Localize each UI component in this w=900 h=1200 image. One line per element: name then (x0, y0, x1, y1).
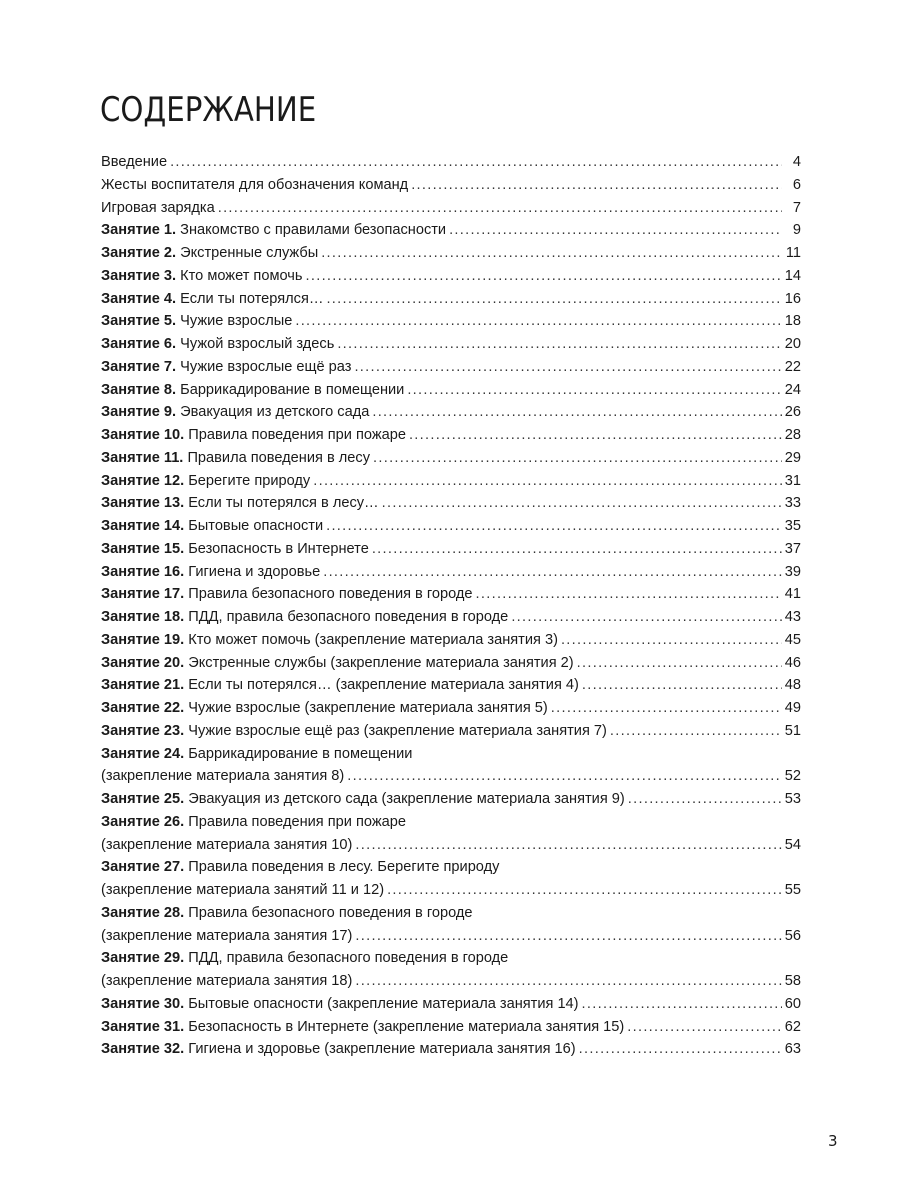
toc-entry-line (101, 902, 801, 925)
toc-entry-line (101, 674, 801, 697)
toc-entry-title: Баррикадирование в помещении (188, 745, 413, 762)
toc-entry-page-number: 18 (784, 313, 801, 330)
toc-entry-label: Занятие 28. (101, 904, 185, 921)
toc-entry-page-number: 16 (784, 290, 801, 307)
toc-entry-label: Занятие 21. (101, 677, 185, 694)
toc-entry[interactable] (101, 219, 801, 242)
toc-entry[interactable] (101, 720, 801, 743)
table-of-contents (101, 151, 801, 1061)
toc-entry-text (101, 265, 303, 288)
toc-entry-text (101, 561, 320, 584)
toc-entry-text (101, 333, 334, 356)
toc-entry-label: Занятие 26. (101, 813, 185, 830)
toc-entry-line (101, 470, 801, 493)
toc-entry-label: Занятие 31. (101, 1018, 185, 1035)
toc-entry-text (101, 765, 344, 788)
toc-entry-text (101, 492, 379, 515)
toc-entry-page-number: 9 (792, 222, 801, 239)
toc-entry-title: Кто может помочь (180, 267, 303, 284)
toc-entry[interactable] (101, 401, 801, 424)
toc-entry-text (101, 219, 446, 242)
dot-leader (582, 993, 782, 1016)
toc-entry-line (101, 629, 801, 652)
toc-entry-title: Правила поведения в лесу. Берегите природу (188, 859, 500, 876)
toc-entry-text (101, 788, 625, 811)
toc-entry-text (101, 310, 292, 333)
dot-leader (337, 333, 781, 356)
toc-entry[interactable] (101, 288, 801, 311)
toc-entry-title: Гигиена и здоровье (188, 563, 321, 580)
toc-entry[interactable] (101, 538, 801, 561)
toc-entry-page-number: 20 (784, 336, 801, 352)
toc-entry-title: Жесты воспитателя для обозначения команд (101, 176, 409, 193)
toc-entry-line (101, 856, 801, 879)
toc-entry-line (101, 697, 801, 720)
toc-entry-line (101, 652, 801, 675)
toc-entry-text (101, 151, 167, 174)
dot-leader (306, 265, 782, 288)
toc-entry-page-number: 39 (784, 563, 801, 580)
toc-entry-title: Правила поведения при пожаре (188, 813, 406, 830)
toc-entry-line (101, 743, 801, 766)
toc-entry-title: ПДД, правила безопасного поведения в городе (188, 950, 509, 967)
toc-entry-line (101, 288, 801, 311)
toc-entry-text (101, 583, 473, 606)
toc-entry-title: Экстренные службы (180, 245, 319, 261)
toc-entry-title: Баррикадирование в помещении (180, 381, 405, 398)
toc-entry-text (101, 834, 352, 857)
toc-entry-label: Занятие 5. (101, 313, 177, 330)
toc-entry-text (101, 720, 607, 743)
toc-entry-text (101, 902, 473, 925)
dot-leader (561, 629, 782, 652)
toc-entry-label: Занятие 22. (101, 700, 185, 716)
dot-leader (579, 1038, 782, 1061)
toc-entry-page-number: 55 (784, 882, 801, 898)
toc-entry-label: Занятие 1. (101, 222, 177, 239)
toc-entry-title: Правила безопасного поведения в городе (188, 586, 473, 603)
toc-entry-title: (закрепление материала занятия 8) (101, 768, 345, 785)
toc-entry[interactable] (101, 333, 801, 356)
toc-entry-page-number: 62 (784, 1018, 801, 1035)
toc-entry-title: Чужой взрослый здесь (180, 336, 335, 352)
toc-entry[interactable] (101, 743, 801, 789)
toc-entry-page-number: 35 (784, 518, 801, 534)
dot-leader (355, 925, 781, 948)
toc-entry-title: Правила поведения при пожаре (188, 427, 406, 443)
dot-leader (511, 606, 781, 629)
toc-entry-title: Эвакуация из детского сада (180, 404, 370, 421)
toc-entry-text (101, 811, 406, 834)
toc-entry-page-number: 7 (792, 199, 801, 216)
toc-entry-text (101, 288, 323, 311)
dot-leader (372, 401, 781, 424)
toc-entry[interactable] (101, 356, 801, 379)
dot-leader (355, 970, 781, 993)
dot-leader (347, 765, 781, 788)
toc-entry-title: Безопасность в Интернете (закрепление материала занятия 15) (188, 1018, 625, 1035)
toc-entry-line (101, 1016, 801, 1039)
dot-leader (218, 197, 782, 220)
toc-entry-page-number: 43 (784, 609, 801, 625)
toc-entry-line (101, 401, 801, 424)
dot-leader (582, 674, 782, 697)
toc-entry-line (101, 151, 801, 174)
toc-entry-title: Чужие взрослые ещё раз (закрепление материала занятия 7) (188, 722, 607, 739)
toc-entry[interactable] (101, 856, 801, 902)
dot-leader (321, 242, 782, 265)
toc-entry-line (101, 379, 801, 402)
toc-entry-text (101, 424, 406, 447)
toc-entry[interactable] (101, 583, 801, 606)
toc-entry-line (101, 197, 801, 220)
dot-leader (627, 1016, 782, 1039)
toc-entry-title: Чужие взрослые ещё раз (180, 358, 352, 375)
toc-entry-line (101, 834, 801, 857)
toc-entry-line (101, 765, 801, 788)
toc-entry-title: Знакомство с правилами безопасности (180, 222, 447, 239)
toc-entry-label: Занятие 8. (101, 381, 177, 398)
dot-leader (326, 288, 781, 311)
toc-entry-text (101, 674, 579, 697)
toc-entry-text (101, 606, 508, 629)
toc-entry-line (101, 219, 801, 242)
toc-entry-text (101, 970, 352, 993)
toc-entry-page-number: 41 (784, 586, 801, 603)
toc-entry-label: Занятие 23. (101, 722, 185, 739)
dot-leader (449, 219, 782, 242)
dot-leader (628, 788, 782, 811)
toc-entry[interactable] (101, 606, 801, 629)
toc-entry-title: Бытовые опасности (188, 518, 324, 534)
toc-entry-label: Занятие 11. (101, 449, 184, 466)
toc-entry[interactable] (101, 902, 801, 948)
toc-entry-label: Занятие 20. (101, 654, 185, 671)
toc-entry[interactable] (101, 265, 801, 288)
toc-entry-title: (закрепление материала занятия 18) (101, 973, 353, 989)
toc-entry-label: Занятие 29. (101, 950, 185, 967)
toc-entry-line (101, 606, 801, 629)
toc-entry-text (101, 947, 508, 970)
dot-leader (372, 538, 782, 561)
toc-entry-page-number: 11 (785, 245, 801, 261)
toc-entry-label: Занятие 25. (101, 791, 185, 807)
toc-entry-page-number: 56 (784, 927, 801, 944)
dot-leader (407, 379, 781, 402)
toc-entry-title: (закрепление материала занятий 11 и 12) (101, 882, 385, 898)
toc-entry-line (101, 947, 801, 970)
toc-entry[interactable] (101, 1016, 801, 1039)
toc-entry-text (101, 470, 310, 493)
toc-entry-line (101, 993, 801, 1016)
toc-entry[interactable] (101, 447, 801, 470)
toc-entry-title: Экстренные службы (закрепление материала занятия 2) (188, 654, 574, 671)
toc-entry-page-number: 45 (784, 631, 801, 648)
toc-entry-text (101, 538, 369, 561)
dot-leader (355, 834, 781, 857)
page-title: СОДЕРЖАНИЕ (100, 90, 317, 130)
toc-entry-page-number: 46 (784, 654, 801, 671)
toc-entry-text (101, 174, 408, 197)
toc-entry-line (101, 561, 801, 584)
toc-entry-page-number: 37 (784, 540, 801, 557)
toc-entry-line (101, 174, 801, 197)
toc-entry-line (101, 492, 801, 515)
toc-entry-page-number: 33 (784, 495, 801, 512)
toc-entry-page-number: 51 (784, 722, 801, 739)
toc-entry-line (101, 538, 801, 561)
toc-entry-line (101, 265, 801, 288)
dot-leader (382, 492, 782, 515)
toc-entry-text (101, 401, 369, 424)
toc-entry-title: Эвакуация из детского сада (закрепление материала занятия 9) (188, 791, 625, 807)
toc-entry-text (101, 1038, 576, 1061)
toc-entry[interactable] (101, 629, 801, 652)
toc-entry-label: Занятие 6. (101, 336, 177, 352)
toc-entry-label: Занятие 2. (101, 245, 177, 261)
toc-entry-label: Занятие 4. (101, 290, 177, 307)
toc-entry-title: Если ты потерялся в лесу… (188, 495, 379, 512)
toc-entry-text (101, 197, 215, 220)
toc-entry[interactable] (101, 1038, 801, 1061)
toc-entry-label: Занятие 3. (101, 267, 177, 284)
toc-entry-line (101, 447, 801, 470)
toc-entry[interactable] (101, 470, 801, 493)
toc-entry-line (101, 1038, 801, 1061)
toc-entry[interactable] (101, 242, 801, 265)
toc-entry-text (101, 1016, 624, 1039)
page-number: 3 (828, 1132, 838, 1150)
dot-leader (610, 720, 782, 743)
dot-leader (411, 174, 782, 197)
toc-entry-page-number: 4 (792, 154, 801, 170)
toc-entry[interactable] (101, 674, 801, 697)
dot-leader (577, 652, 782, 675)
toc-entry-title: Игровая зарядка (101, 199, 215, 216)
toc-entry-title: Правила безопасного поведения в городе (188, 904, 473, 921)
toc-entry-title: Бытовые опасности (закрепление материала занятия 14) (188, 995, 579, 1012)
toc-entry-line (101, 925, 801, 948)
toc-entry-line (101, 811, 801, 834)
toc-entry-page-number: 49 (784, 700, 801, 716)
dot-leader (323, 561, 782, 584)
toc-entry-text (101, 356, 351, 379)
toc-entry-page-number: 58 (784, 973, 801, 989)
toc-entry-text (101, 629, 558, 652)
toc-entry-line (101, 424, 801, 447)
toc-entry-line (101, 333, 801, 356)
toc-entry-label: Занятие 24. (101, 745, 185, 762)
toc-entry-text (101, 697, 548, 720)
toc-entry[interactable] (101, 310, 801, 333)
toc-entry-title: Если ты потерялся… (закрепление материала занятия 4) (188, 677, 579, 694)
toc-entry-title: Берегите природу (188, 472, 311, 489)
toc-entry-text (101, 242, 318, 265)
toc-entry[interactable] (101, 379, 801, 402)
dot-leader (313, 470, 782, 493)
toc-entry-text (101, 856, 499, 879)
toc-entry-page-number: 63 (784, 1041, 801, 1058)
toc-entry-title: Безопасность в Интернете (188, 540, 369, 557)
toc-entry-text (101, 879, 384, 902)
toc-entry-page-number: 26 (784, 404, 801, 421)
toc-entry-page-number: 28 (784, 427, 801, 443)
toc-entry-page-number: 14 (784, 267, 801, 284)
toc-entry-text (101, 743, 412, 766)
toc-entry[interactable] (101, 652, 801, 675)
toc-entry-page-number: 24 (784, 381, 801, 398)
toc-entry[interactable] (101, 424, 801, 447)
toc-entry-title: Правила поведения в лесу (187, 449, 370, 466)
toc-entry-title: Кто может помочь (закрепление материала занятия 3) (188, 631, 558, 648)
toc-entry-label: Занятие 9. (101, 404, 177, 421)
toc-entry-line (101, 242, 801, 265)
toc-entry-page-number: 54 (784, 836, 801, 853)
toc-entry[interactable] (101, 197, 801, 220)
toc-entry[interactable] (101, 151, 801, 174)
toc-entry-title: Введение (101, 154, 168, 170)
toc-entry-title: Гигиена и здоровье (закрепление материала занятия 16) (188, 1041, 576, 1058)
toc-entry-title: Чужие взрослые (закрепление материала занятия 5) (188, 700, 548, 716)
toc-entry[interactable] (101, 561, 801, 584)
toc-entry-text (101, 652, 574, 675)
toc-entry-text (101, 379, 404, 402)
toc-entry-label: Занятие 14. (101, 518, 185, 534)
toc-entry-label: Занятие 19. (101, 631, 185, 648)
toc-entry-title: (закрепление материала занятия 10) (101, 836, 353, 853)
dot-leader (476, 583, 782, 606)
toc-entry[interactable] (101, 174, 801, 197)
toc-entry-text (101, 447, 370, 470)
toc-entry-page-number: 53 (784, 791, 801, 807)
dot-leader (387, 879, 782, 902)
toc-entry-line (101, 879, 801, 902)
toc-entry-line (101, 515, 801, 538)
toc-entry-text (101, 515, 323, 538)
toc-entry[interactable] (101, 811, 801, 857)
toc-entry-line (101, 583, 801, 606)
toc-entry-page-number: 31 (784, 472, 801, 489)
toc-entry-label: Занятие 30. (101, 995, 185, 1012)
toc-entry-label: Занятие 17. (101, 586, 185, 603)
dot-leader (373, 447, 782, 470)
toc-entry-line (101, 356, 801, 379)
toc-entry-label: Занятие 16. (101, 563, 185, 580)
toc-entry-page-number: 52 (784, 768, 801, 785)
toc-entry-title: Если ты потерялся… (180, 290, 324, 307)
toc-entry-label: Занятие 32. (101, 1041, 185, 1058)
dot-leader (354, 356, 781, 379)
toc-entry[interactable] (101, 492, 801, 515)
toc-entry-text (101, 925, 352, 948)
toc-entry-line (101, 970, 801, 993)
toc-entry-label: Занятие 27. (101, 859, 185, 876)
toc-entry-page-number: 6 (792, 176, 801, 193)
toc-entry[interactable] (101, 515, 801, 538)
toc-entry-line (101, 720, 801, 743)
toc-entry-page-number: 60 (784, 995, 801, 1012)
toc-entry[interactable] (101, 993, 801, 1016)
toc-entry-text (101, 993, 579, 1016)
toc-entry-line (101, 788, 801, 811)
dot-leader (326, 515, 782, 538)
toc-entry-page-number: 48 (784, 677, 801, 694)
dot-leader (409, 424, 782, 447)
toc-entry[interactable] (101, 947, 801, 993)
dot-leader (551, 697, 782, 720)
toc-entry[interactable] (101, 697, 801, 720)
toc-entry-title: (закрепление материала занятия 17) (101, 927, 353, 944)
toc-entry-label: Занятие 7. (101, 358, 177, 375)
toc-entry[interactable] (101, 788, 801, 811)
toc-entry-label: Занятие 18. (101, 609, 185, 625)
toc-entry-page-number: 22 (784, 358, 801, 375)
dot-leader (170, 151, 782, 174)
toc-entry-line (101, 310, 801, 333)
toc-entry-title: Чужие взрослые (180, 313, 293, 330)
toc-entry-page-number: 29 (784, 449, 801, 466)
toc-entry-label: Занятие 13. (101, 495, 185, 512)
toc-entry-label: Занятие 10. (101, 427, 185, 443)
toc-entry-label: Занятие 12. (101, 472, 185, 489)
toc-entry-label: Занятие 15. (101, 540, 185, 557)
toc-entry-title: ПДД, правила безопасного поведения в городе (188, 609, 509, 625)
dot-leader (295, 310, 781, 333)
